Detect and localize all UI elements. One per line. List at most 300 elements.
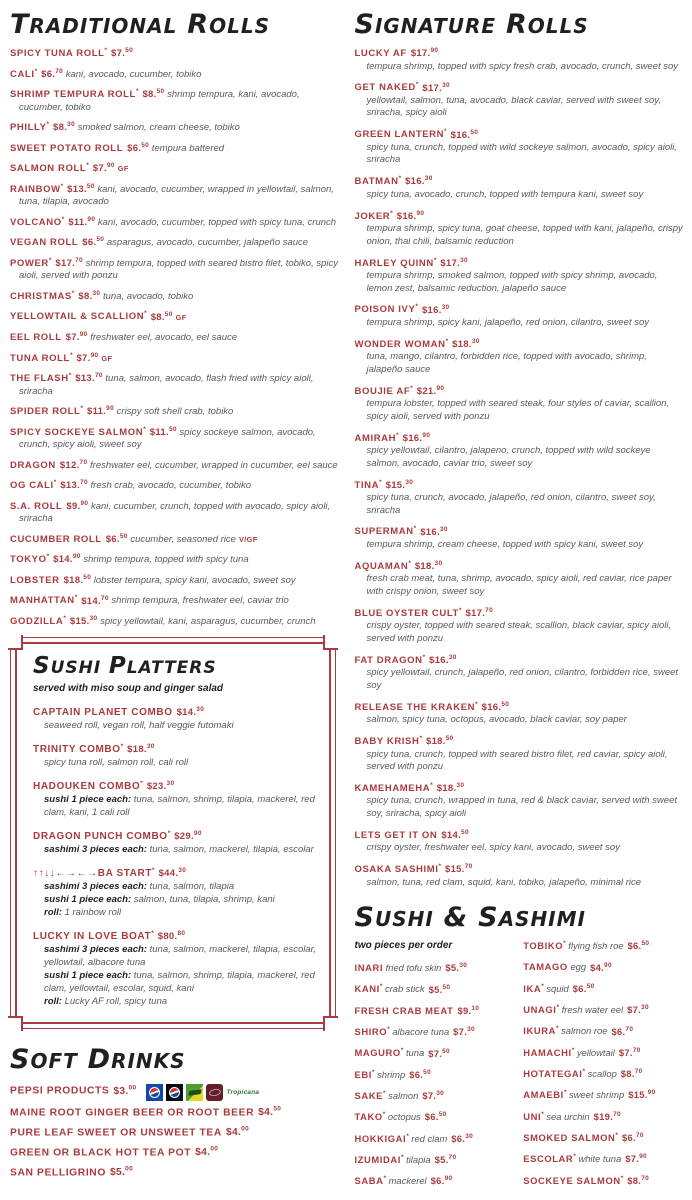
item-name: TAMAGO: [523, 961, 568, 973]
item-desc: tilapia: [406, 1154, 431, 1166]
item-desc: kani, avocado, cucumber, tobiko: [65, 68, 202, 80]
item-desc: octopus: [387, 1111, 421, 1123]
mtn-dew-logo-icon: [186, 1084, 203, 1101]
item-name: AMIRAH: [354, 432, 397, 444]
item-name: PHILLY: [10, 122, 47, 134]
menu-item-roll: [355, 733, 685, 773]
item-price: $16.90: [402, 431, 431, 444]
item-price: $16.30: [420, 525, 448, 538]
item-name: FAT DRAGON: [354, 654, 423, 666]
menu-item-roll: [10, 255, 340, 283]
item-desc: seaweed roll, vegan roll, half veggie futomaki: [44, 719, 234, 731]
item-price: $6.90: [430, 1175, 453, 1187]
item-name: BABY KRISH: [354, 736, 420, 748]
item-name: AQUAMAN: [354, 561, 409, 573]
item-name: SPIDER ROLL: [10, 406, 81, 418]
title-letter: S: [478, 902, 499, 934]
item-price: $11.50: [149, 425, 177, 438]
item-price: $7.50: [428, 1047, 450, 1059]
item-price: $4.00: [225, 1125, 249, 1139]
item-price: $7.30: [453, 1026, 475, 1038]
item-name: TRINITY COMBO: [33, 743, 121, 755]
item-price: $15.30: [69, 614, 98, 628]
item-desc: crispy soft shell crab, tobiko: [116, 406, 234, 418]
title-letter: S: [10, 1044, 31, 1076]
star-marker: *: [541, 982, 544, 990]
menu-item-nigiri: [355, 960, 516, 974]
frame-notch: [8, 1016, 23, 1031]
sushi-platters-list: [33, 703, 317, 1009]
star-marker: *: [60, 182, 64, 190]
platter-name-line: [33, 703, 317, 719]
menu-item-roll: [355, 652, 685, 692]
item-desc: asparagus, avocado, cucumber, jalapeño sauce: [106, 237, 309, 249]
star-marker: *: [433, 256, 437, 264]
item-name: HOKKIGAI: [354, 1132, 407, 1144]
beverage-logos: [146, 1084, 259, 1101]
item-desc: yellowtail: [576, 1046, 615, 1058]
star-marker: *: [104, 47, 108, 54]
title-letters: OFT: [30, 1049, 78, 1074]
item-name: MANHATTAN: [10, 595, 75, 607]
sushi-sashimi-columns: [355, 938, 685, 1194]
title-letter: S: [354, 902, 375, 934]
item-price: $21.90: [416, 384, 445, 397]
item-desc: tuna, salmon, tilapia: [149, 881, 235, 893]
star-marker: *: [396, 431, 399, 439]
item-price: $4.00: [195, 1145, 219, 1159]
item-desc: yellowtail, salmon, tuna, avocado, black caviar, served with sweet soy, sriracha, spicy aioli: [366, 95, 661, 119]
frame-notch: [8, 635, 23, 650]
item-price: $17.30: [422, 81, 450, 94]
menu-item-roll: [10, 329, 340, 345]
desc-lead: sushi 1 piece each:: [44, 793, 132, 805]
item-desc: spicy tuna, avocado, crunch, topped with tempura kani, sweet soy: [366, 188, 644, 200]
item-name: ↑↑↓↓←→←→BA START: [33, 868, 153, 880]
menu-item-nigiri: [523, 981, 684, 995]
desc-lead: roll:: [44, 996, 62, 1008]
item-name: TINA: [354, 479, 380, 491]
title-letters: OLLS: [209, 14, 270, 38]
item-price: $7.90: [65, 330, 88, 344]
item-desc: tempura shrimp, spicy tuna, goat cheese, topped with kani, jalapeño, crispy onion, thai chili, balsamic reduction: [366, 223, 683, 247]
star-marker: *: [80, 405, 83, 413]
menu-item-roll: [10, 551, 340, 567]
menu-item-platter: [33, 703, 317, 732]
item-name: OSAKA SASHIMI: [354, 864, 439, 876]
item-price: $18.50: [63, 573, 92, 586]
left-column: [10, 6, 340, 1195]
platter-desc-line: [44, 793, 317, 819]
item-desc: salmon, tuna, red clam, squid, kani, tobiko, jalapeño, minimal rice: [366, 876, 642, 888]
item-name: LOBSTER: [10, 574, 60, 586]
item-price: $16.30: [421, 303, 450, 316]
item-name: SAN PELLIGRINO: [10, 1167, 106, 1179]
menu-item-nigiri: [523, 1151, 684, 1165]
dr-pepper-oval-icon: [208, 1088, 221, 1097]
menu-item-roll: [355, 861, 685, 889]
item-price: $14.70: [81, 594, 109, 607]
title-letter: S: [33, 652, 51, 679]
menu-item-nigiri: [355, 1173, 516, 1187]
item-name: CHRISTMAS: [10, 291, 72, 302]
item-name: LETS GET IT ON: [354, 829, 438, 841]
star-marker: *: [61, 215, 65, 223]
item-name: POWER: [10, 258, 49, 270]
item-desc: albacore tuna: [392, 1026, 450, 1038]
item-desc: tempura shrimp, cream cheese, topped with spicy kani, sweet soy: [366, 538, 644, 550]
menu-item-roll: [10, 457, 340, 473]
section-title-signature-rolls: [355, 6, 685, 38]
item-desc: salmon, spicy tuna, octopus, avocado, black caviar, soy paper: [366, 714, 627, 726]
menu-item-roll: [355, 336, 685, 376]
item-name: BLUE OYSTER CULT: [354, 607, 459, 619]
menu-item-nigiri: [355, 1088, 516, 1102]
menu-item-platter: [33, 927, 317, 1008]
item-price: $13.70: [60, 479, 88, 492]
item-desc: mackerel: [388, 1175, 427, 1187]
item-desc: spicy tuna, crunch, topped with seared bistro filet, red caviar, spicy aioli, served with ponzu: [366, 748, 668, 772]
item-name: VEGAN ROLL: [10, 237, 79, 249]
item-name: SABA: [354, 1175, 384, 1187]
item-price: $6.50: [424, 1111, 447, 1123]
menu-item-nigiri: [355, 1109, 516, 1123]
item-name: TUNA ROLL: [10, 352, 70, 364]
star-marker: *: [413, 525, 417, 533]
item-price: $6.50: [572, 982, 595, 994]
item-desc: spicy yellowtail, cilantro, jalapeno, crunch, topped with wild sockeye salmon, avocado, caviar trio, sweet soy: [366, 445, 651, 469]
item-price: $5.00: [109, 1165, 133, 1179]
item-name: SPICY SOCKEYE SALMON: [10, 426, 144, 438]
frame-notch: [323, 1016, 338, 1031]
item-desc: tuna, avocado, tobiko: [103, 291, 194, 302]
title-letter: T: [10, 9, 30, 40]
menu-item-roll: [10, 288, 340, 304]
item-desc: fresh crab, avocado, cucumber, tobiko: [90, 480, 252, 492]
dr-pepper-logo-icon: [206, 1084, 223, 1101]
star-marker: *: [390, 209, 393, 217]
item-desc: spicy yellowtail, kani, asparagus, cucumber, crunch: [100, 616, 316, 628]
item-name: FRESH CRAB MEAT: [354, 1004, 454, 1016]
star-marker: *: [143, 425, 146, 433]
item-name: THE FLASH: [10, 373, 69, 385]
item-desc: tuna, mango, cilantro, forbidden rice, topped with avocado, shrimp, jalapeño sauce: [366, 351, 647, 375]
menu-item-roll: [10, 531, 340, 547]
item-desc: kani, cucumber, crunch, topped with avocado, spicy aioli, sriracha: [19, 500, 331, 525]
star-marker: *: [475, 700, 478, 708]
pepsi-logo-icon: [146, 1084, 163, 1101]
title-letter: P: [108, 652, 127, 679]
platter-desc-line: [44, 756, 317, 769]
desc-lead: sashimi 3 pieces each:: [44, 844, 147, 856]
item-price: $7.70: [618, 1046, 641, 1058]
menu-item-roll: [355, 699, 685, 727]
star-marker: *: [582, 1068, 585, 1076]
item-desc: smoked salmon, cream cheese, tobiko: [77, 122, 240, 134]
item-name: KANI: [354, 983, 380, 995]
menu-item-nigiri: [355, 981, 516, 995]
item-name: EEL ROLL: [10, 332, 62, 344]
platter-desc-line: [44, 893, 317, 906]
item-name: SALMON ROLL: [10, 163, 87, 175]
item-price: $6.50: [627, 940, 650, 952]
soft-drinks-list: [10, 1080, 340, 1180]
item-desc: lobster tempura, spicy kani, avocado, sweet soy: [93, 574, 296, 586]
item-desc: spicy tuna, crunch, wrapped in tuna, red & black caviar, served with sweet soy, sriracha, spicy aioli: [366, 795, 677, 819]
menu-item-nigiri: [355, 1045, 516, 1059]
menu-item-roll: [10, 45, 340, 61]
platter-name-line: [33, 864, 317, 880]
title-letters: RINKS: [111, 1049, 186, 1074]
item-desc: freshwater eel, avocado, eel sauce: [90, 332, 238, 344]
star-marker: *: [620, 1174, 624, 1182]
item-desc: tempura battered: [151, 142, 225, 154]
platter-desc-line: [44, 719, 317, 732]
star-marker: *: [152, 867, 155, 875]
item-name: BATMAN: [354, 176, 399, 188]
platter-name-line: [33, 827, 317, 843]
item-desc: freshwater eel, cucumber, wrapped in cucumber, eel sauce: [90, 459, 338, 471]
star-marker: *: [556, 1004, 559, 1012]
item-price: $80.80: [157, 930, 186, 943]
menu-item-platter: [33, 827, 317, 856]
star-marker: *: [571, 1046, 575, 1054]
star-marker: *: [400, 1153, 404, 1161]
menu-item-nigiri: [523, 1087, 684, 1101]
item-name: S.A. ROLL: [10, 500, 63, 512]
item-name: SMOKED SALMON: [523, 1132, 616, 1144]
item-desc: tempura shrimp, smoked salmon, topped with spicy shrimp, avocado, lemon zest, balsamic reduction, jalapeño sauce: [366, 270, 658, 294]
item-desc: tuna, salmon, shrimp, tilapia, mackerel, red clam, yellowtail, escolar, squid, kani: [44, 970, 315, 995]
item-price: $18.50: [425, 734, 454, 748]
item-desc: fried tofu skin: [385, 962, 442, 974]
platter-name-line: [33, 927, 317, 943]
item-name: JOKER: [354, 210, 391, 222]
star-marker: *: [406, 1132, 409, 1140]
item-desc: crispy oyster, topped with seared steak, scallion, black caviar, spicy aioli, served with ponzu: [366, 620, 672, 644]
item-name: TAKO: [354, 1111, 383, 1123]
item-desc: flying fish roe: [568, 940, 624, 952]
item-name: PEPSI PRODUCTS: [10, 1085, 110, 1097]
star-marker: *: [438, 863, 442, 871]
star-marker: *: [419, 734, 422, 742]
item-name: LUCKY AF: [354, 48, 407, 60]
item-name: KAMEHAMEHA: [354, 783, 431, 794]
platter-name-line: [33, 740, 317, 756]
star-marker: *: [71, 289, 75, 297]
item-name: SWEET POTATO ROLL: [10, 142, 124, 154]
item-name: HARLEY QUINN: [354, 257, 434, 269]
menu-item-roll: [10, 66, 340, 82]
star-marker: *: [410, 384, 413, 392]
menu-item-nigiri: [355, 1067, 516, 1081]
item-desc: tuna, salmon, shrimp, tilapia, mackerel, red clam, kani, 1 cali roll: [44, 793, 315, 818]
item-name: POISON IVY: [354, 304, 416, 316]
item-name: ESCOLAR: [523, 1153, 574, 1165]
item-price: $9.10: [457, 1004, 480, 1016]
desc-lead: sashimi 3 pieces each:: [44, 944, 147, 956]
item-price: $16.30: [405, 175, 433, 188]
title-letter: S: [354, 9, 375, 40]
menu-item-roll: [355, 45, 685, 73]
menu-item-roll: [10, 370, 340, 398]
section-title-sushi-sashimi: [354, 899, 685, 934]
item-name: HOTATEGAI: [523, 1068, 583, 1080]
star-marker: *: [379, 983, 383, 991]
item-desc: 1 rainbow roll: [64, 907, 122, 919]
item-price: $4.90: [590, 961, 612, 973]
star-marker: *: [69, 351, 73, 359]
item-desc: shrimp tempura, kani, avocado, cucumber, tobiko: [19, 89, 300, 113]
title-letter: R: [505, 9, 528, 40]
menu-item-nigiri: [523, 1066, 684, 1080]
item-price: $16.30: [429, 653, 457, 666]
item-name: PURE LEAF SWEET OR UNSWEET TEA: [10, 1127, 222, 1139]
item-name: DRAGON PUNCH COMBO: [33, 831, 168, 843]
title-letters: ASHIMI: [498, 907, 586, 932]
traditional-rolls-list: [10, 45, 340, 629]
menu-item-roll: [10, 498, 340, 526]
item-price: $6.50: [409, 1068, 431, 1080]
menu-item-roll: [355, 827, 685, 855]
item-price: $18.30: [127, 742, 155, 755]
item-desc: kani, avocado, cucumber, topped with spicy tuna, crunch: [97, 216, 337, 228]
menu-item-roll: [10, 613, 340, 629]
frame-notch: [323, 635, 338, 650]
item-price: $17.90: [410, 47, 439, 60]
star-marker: *: [541, 1110, 544, 1118]
item-price: $8.70: [627, 1174, 650, 1186]
item-price: $18.30: [414, 559, 443, 573]
star-marker: *: [151, 930, 154, 938]
item-name: GREEN LANTERN: [354, 129, 445, 141]
tropicana-logo: Tropicana: [226, 1088, 260, 1096]
nigiri-note: two pieces per order: [354, 940, 453, 952]
item-name: SAKE: [354, 1090, 383, 1102]
item-price: $8.70: [620, 1068, 643, 1080]
item-name: IKURA: [523, 1025, 556, 1037]
platter-desc-line: [44, 880, 317, 893]
menu-item-nigiri: [523, 1109, 684, 1123]
menu-item-platter: [33, 740, 317, 769]
star-marker: *: [46, 121, 50, 129]
menu-item-nigiri: [355, 1003, 516, 1017]
title-letters: USHI: [374, 907, 434, 932]
menu-item-nigiri: [355, 1131, 516, 1145]
item-price: $3.00: [113, 1084, 137, 1097]
menu-item-nigiri: [523, 959, 684, 973]
item-desc: shrimp tempura, topped with seared bistro filet, tobiko, spicy aioli, served with ponzu: [19, 258, 339, 282]
item-price: $17.70: [465, 606, 494, 619]
item-name: UNAGI: [523, 1004, 557, 1016]
item-desc: spicy tuna, crunch, avocado, jalapeño, red onion, cilantro, sweet soy, sriracha: [366, 492, 656, 516]
item-desc: shrimp tempura, topped with spicy tuna: [83, 554, 249, 566]
item-desc: tempura lobster, topped with seared steak, four styles of caviar, scallion, spicy aioli, served with ponzu: [366, 398, 670, 422]
item-name: GODZILLA: [10, 616, 64, 628]
item-desc: salmon, tuna, tilapia, shrimp, kani: [133, 894, 275, 906]
menu-item-roll: [355, 430, 685, 470]
item-desc: sea urchin: [546, 1110, 590, 1122]
menu-item-roll: [355, 558, 685, 598]
title-letters: RADITIONAL: [29, 14, 178, 38]
desc-lead: sashimi 3 pieces each:: [44, 881, 147, 893]
menu-item-nigiri: [523, 1045, 684, 1059]
star-marker: *: [382, 1111, 386, 1119]
star-marker: *: [563, 940, 566, 948]
item-price: $11.90: [87, 405, 115, 418]
item-price: $14.30: [176, 705, 205, 718]
item-price: $6.30: [451, 1132, 474, 1144]
item-price: $16.90: [396, 209, 425, 222]
menu-item-roll: [10, 181, 340, 209]
star-marker: *: [555, 1025, 559, 1033]
title-letters: IGNATURE: [374, 14, 497, 38]
menu-item-drink: [10, 1162, 340, 1181]
item-price: $12.70: [59, 458, 88, 471]
menu-item-roll: [355, 383, 685, 423]
item-price: $7.90: [76, 351, 99, 364]
item-desc: scallop: [587, 1068, 617, 1080]
item-price: $14.90: [53, 553, 81, 566]
item-price: $7.90: [625, 1153, 647, 1165]
item-price: $6.50: [82, 236, 105, 249]
menu-item-roll: [10, 119, 340, 135]
item-name: INARI: [354, 962, 384, 974]
star-marker: *: [86, 162, 89, 170]
menu-item-roll: [10, 308, 340, 324]
item-desc: fresh water eel: [561, 1004, 624, 1016]
platter-desc-line: [44, 969, 317, 995]
item-desc: tempura shrimp, topped with spicy fresh crab, avocado, crunch, sweet soy: [366, 60, 679, 72]
item-price: $17.30: [440, 256, 468, 269]
item-name: HAMACHI: [523, 1046, 572, 1058]
item-price: $5.30: [445, 962, 468, 974]
item-desc: fresh crab meat, tuna, shrimp, avocado, spicy aioli, red caviar, rice paper with crispy onion, sweet soy: [366, 573, 672, 597]
menu-item-roll: [355, 79, 685, 119]
star-marker: *: [135, 88, 139, 96]
signature-rolls-list: [355, 45, 685, 889]
platter-name-line: [33, 777, 317, 793]
menu-item-nigiri: [523, 1023, 684, 1037]
menu-item-roll: [355, 173, 685, 201]
item-name: MAGURO: [354, 1047, 401, 1059]
item-name: OG CALI: [10, 480, 54, 492]
item-name: YELLOWTAIL & SCALLION: [10, 311, 145, 323]
item-price: $6.70: [621, 1131, 644, 1144]
item-desc: spicy tuna, crunch, topped with wild sockeye salmon, avocado, spicy aioli, sriracha: [366, 141, 677, 166]
star-marker: *: [379, 478, 382, 486]
menu-item-roll: [10, 477, 340, 493]
item-price: $6.50: [105, 532, 128, 545]
item-name: CAPTAIN PLANET COMBO: [33, 706, 173, 718]
star-marker: *: [383, 1175, 386, 1183]
item-name: HADOUKEN COMBO: [33, 780, 141, 792]
item-price: $7.30: [627, 1004, 649, 1016]
item-name: BOUJIE AF: [354, 385, 411, 397]
star-marker: *: [68, 372, 72, 380]
item-price: $17.70: [55, 256, 83, 270]
item-price: $7.90: [92, 162, 115, 175]
item-name: AMAEBI: [523, 1089, 564, 1101]
item-name: GREEN OR BLACK HOT TEA POT: [10, 1147, 192, 1159]
star-marker: *: [445, 337, 449, 345]
star-marker: *: [415, 81, 419, 89]
menu-item-roll: [355, 255, 685, 295]
item-price: $18.30: [452, 337, 480, 351]
item-desc: kani, avocado, cucumber, wrapped in yellowtail, salmon, tuna, tilapia, avocado: [19, 183, 334, 208]
pepsi-globe-icon: [149, 1087, 160, 1098]
star-marker: *: [563, 1089, 567, 1097]
